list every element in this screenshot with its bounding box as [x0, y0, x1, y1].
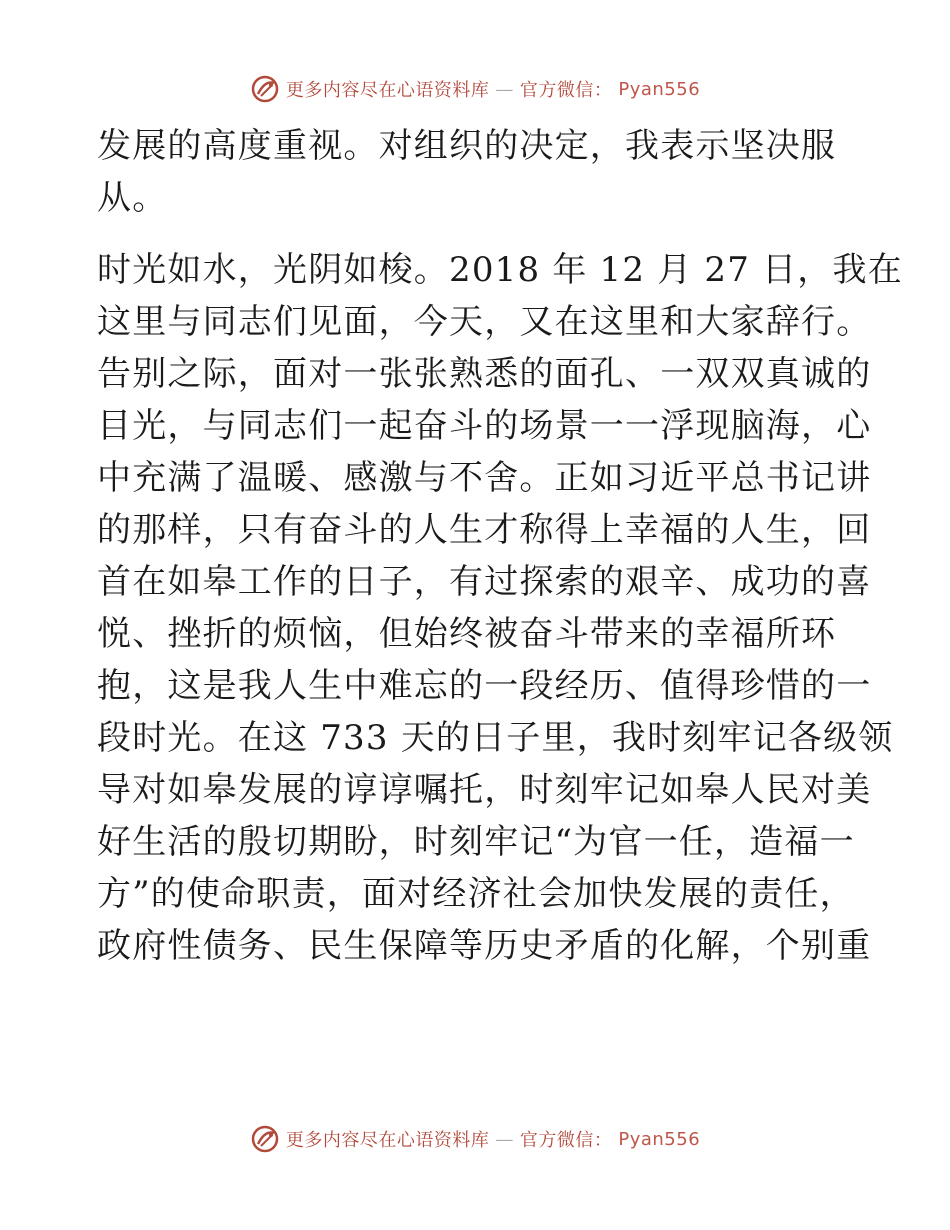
text-line: 的那样，只有奋斗的人生才称得上幸福的人生，回	[97, 510, 872, 550]
document-body	[97, 120, 903, 972]
header-watermark	[0, 74, 950, 104]
text-line: 首在如皋工作的日子，有过探索的艰辛、成功的喜	[97, 562, 872, 602]
watermark-account: Pyan556	[618, 78, 701, 100]
watermark-label: 官方微信：	[519, 1130, 613, 1151]
watermark-text: 更多内容尽在心语资料库	[285, 1130, 490, 1151]
text-line: 从。	[97, 178, 168, 218]
text-line: 政府性债务、民生保障等历史矛盾的化解，个别重	[97, 926, 872, 966]
seal-logo-icon	[250, 74, 280, 104]
text-line: 悦、挫折的烦恼，但始终被奋斗带来的幸福所环	[97, 614, 837, 654]
text-line: 抱，这是我人生中难忘的一段经历、值得珍惜的一	[97, 666, 872, 706]
paragraph	[97, 120, 857, 224]
watermark-text: 更多内容尽在心语资料库	[285, 80, 490, 101]
text-line: 好生活的殷切期盼，时刻牢记“为官一任，造福一	[97, 822, 855, 862]
text-line: 发展的高度重视。对组织的决定，我表示坚决服	[97, 126, 837, 166]
watermark-label: 官方微信：	[519, 80, 613, 101]
text-line: 导对如皋发展的谆谆嘱托，时刻牢记如皋人民对美	[97, 770, 872, 810]
footer-watermark	[0, 1124, 950, 1154]
watermark-dash: —	[495, 1128, 514, 1150]
text-line: 告别之际，面对一张张熟悉的面孔、一双双真诚的	[97, 354, 872, 394]
text-line: 段时光。在这 733 天的日子里，我时刻牢记各级领	[97, 718, 894, 758]
text-line: 方”的使命职责，面对经济社会加快发展的责任，	[97, 874, 855, 914]
paragraph	[97, 244, 903, 972]
text-line: 目光，与同志们一起奋斗的场景一一浮现脑海，心	[97, 406, 872, 446]
text-line: 中充满了温暖、感激与不舍。正如习近平总书记讲	[97, 458, 872, 498]
seal-logo-icon	[250, 1124, 280, 1154]
text-line: 这里与同志们见面，今天，又在这里和大家辞行。	[97, 302, 872, 342]
text-line: 时光如水，光阴如梭。2018 年 12 月 27 日，我在	[97, 250, 903, 290]
watermark-account: Pyan556	[618, 1128, 701, 1150]
watermark-dash: —	[495, 78, 514, 100]
